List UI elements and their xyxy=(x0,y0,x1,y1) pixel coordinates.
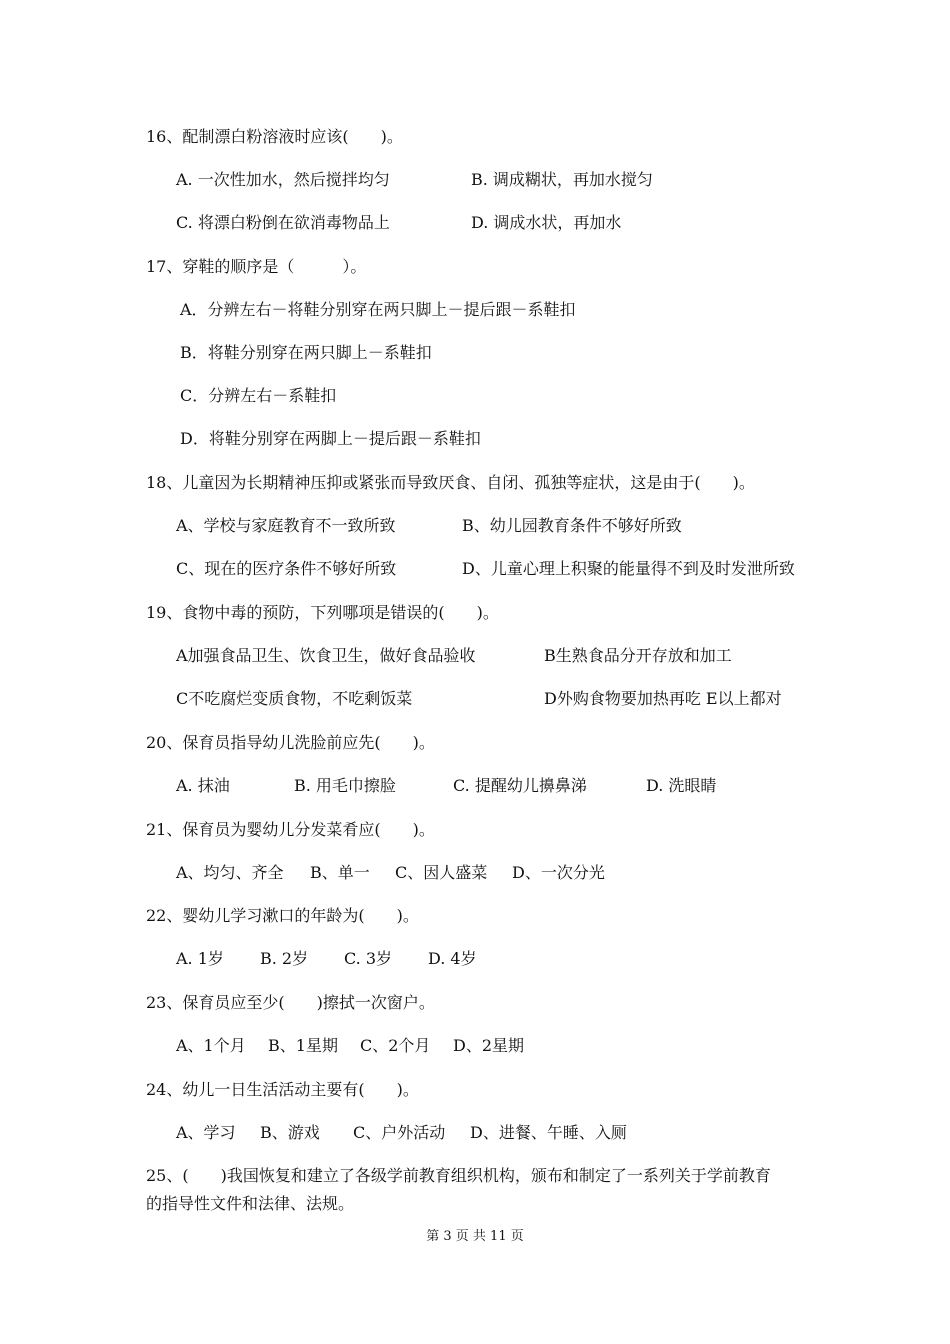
option-a: A、学习 xyxy=(176,1123,236,1142)
option-a: A、均匀、齐全 xyxy=(176,863,284,882)
option-d: D、进餐、午睡、入厕 xyxy=(470,1123,627,1142)
question-17: 17、穿鞋的顺序是（ ）。 xyxy=(146,257,367,276)
question-25-continued: 的指导性文件和法律、法规。 xyxy=(146,1194,355,1213)
option-b: B. 用毛巾擦脸 xyxy=(294,776,396,795)
option-a: A．分辨左右－将鞋分别穿在两只脚上－提后跟－系鞋扣 xyxy=(180,300,576,319)
option-a: A. 1岁 xyxy=(176,949,224,968)
option-b: B、单一 xyxy=(310,863,370,882)
option-b: B生熟食品分开存放和加工 xyxy=(544,646,732,665)
option-b: B. 调成糊状，再加水搅匀 xyxy=(471,170,653,189)
option-a: A、学校与家庭教育不一致所致 xyxy=(176,516,396,535)
option-c: C. 提醒幼儿擤鼻涕 xyxy=(453,776,587,795)
option-c: C、户外活动 xyxy=(353,1123,446,1142)
option-c: C不吃腐烂变质食物，不吃剩饭菜 xyxy=(176,689,413,708)
option-c: C、现在的医疗条件不够好所致 xyxy=(176,559,397,578)
option-b: B、幼儿园教育条件不够好所致 xyxy=(462,516,682,535)
question-22: 22、婴幼儿学习漱口的年龄为( )。 xyxy=(146,906,419,925)
option-c: C. 3岁 xyxy=(344,949,393,968)
option-a: A. 抹油 xyxy=(176,776,230,795)
option-d: D、一次分光 xyxy=(512,863,605,882)
option-d: D外购食物要加热再吃 E以上都对 xyxy=(544,689,782,708)
option-d: D、2星期 xyxy=(453,1036,525,1055)
option-b: B. 2岁 xyxy=(260,949,309,968)
option-d: D. 4岁 xyxy=(428,949,477,968)
option-c: C．分辨左右－系鞋扣 xyxy=(180,386,337,405)
question-19: 19、食物中毒的预防，下列哪项是错误的( )。 xyxy=(146,603,499,622)
option-a: A. 一次性加水，然后搅拌均匀 xyxy=(176,170,390,189)
option-d: D、儿童心理上积聚的能量得不到及时发泄所致 xyxy=(462,559,795,578)
page-number-footer: 第 3 页 共 11 页 xyxy=(426,1229,524,1244)
option-d: D．将鞋分别穿在两脚上－提后跟－系鞋扣 xyxy=(180,429,481,448)
option-b: B、1星期 xyxy=(268,1036,338,1055)
option-a: A、1个月 xyxy=(176,1036,246,1055)
option-d: D. 洗眼睛 xyxy=(646,776,717,795)
question-18: 18、儿童因为长期精神压抑或紧张而导致厌食、自闭、孤独等症状，这是由于( )。 xyxy=(146,473,755,492)
question-16: 16、配制漂白粉溶液时应该( )。 xyxy=(146,127,403,146)
option-c: C. 将漂白粉倒在欲消毒物品上 xyxy=(176,213,390,232)
option-b: B．将鞋分别穿在两只脚上－系鞋扣 xyxy=(180,343,432,362)
question-23: 23、保育员应至少( )擦拭一次窗户。 xyxy=(146,993,435,1012)
option-d: D. 调成水状，再加水 xyxy=(471,213,622,232)
option-c: C、因人盛菜 xyxy=(395,863,488,882)
question-21: 21、保育员为婴幼儿分发菜肴应( )。 xyxy=(146,820,435,839)
question-25: 25、( )我国恢复和建立了各级学前教育组织机构，颁布和制定了一系列关于学前教育 xyxy=(146,1166,771,1185)
question-24: 24、幼儿一日生活活动主要有( )。 xyxy=(146,1080,419,1099)
option-b: B、游戏 xyxy=(260,1123,320,1142)
option-a: A加强食品卫生、饮食卫生，做好食品验收 xyxy=(176,646,476,665)
option-c: C、2个月 xyxy=(360,1036,431,1055)
question-20: 20、保育员指导幼儿洗脸前应先( )。 xyxy=(146,733,435,752)
